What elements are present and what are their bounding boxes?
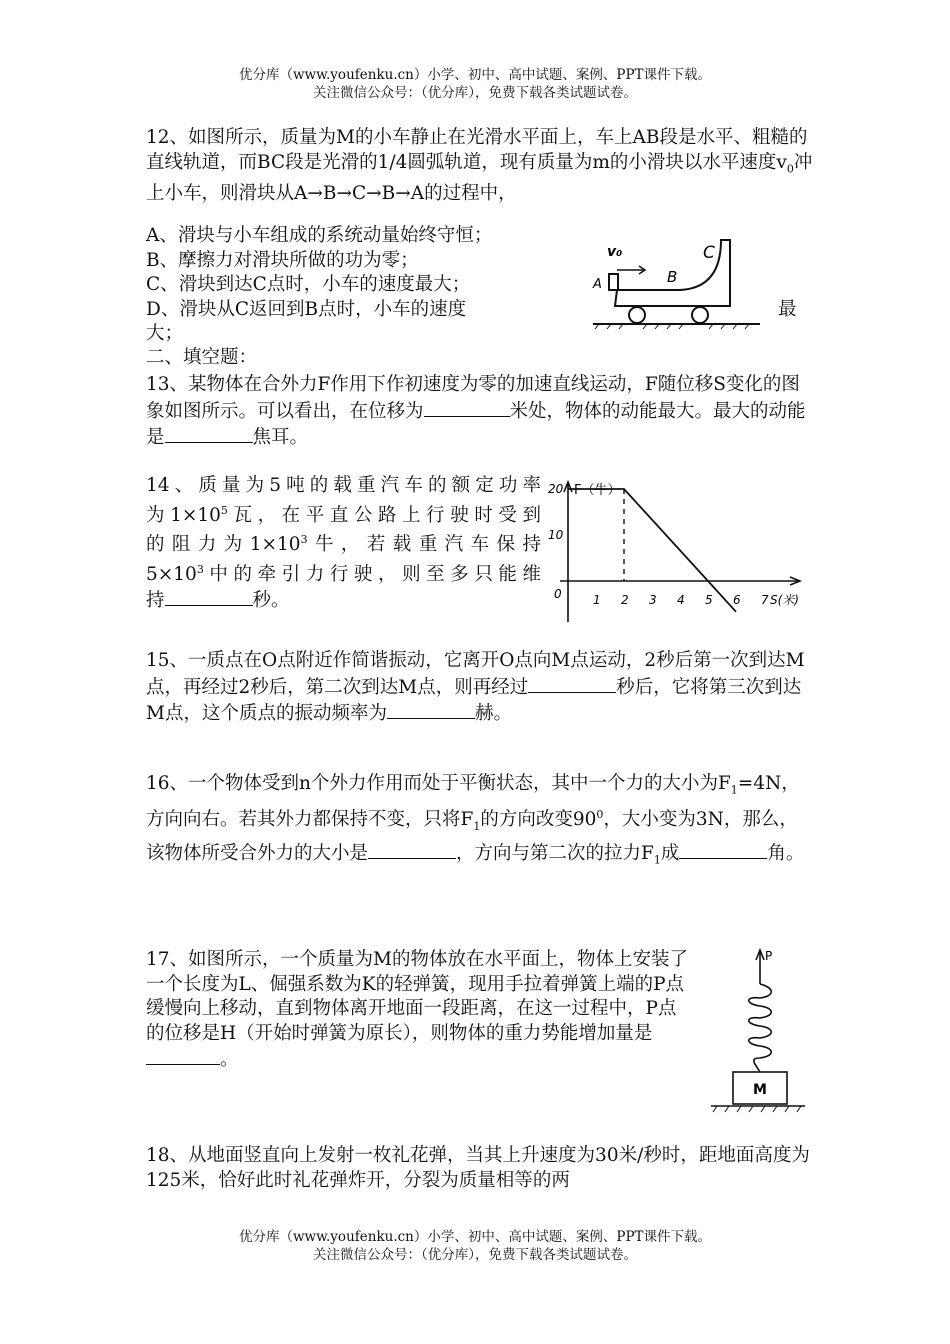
point-p-label: P <box>765 949 773 963</box>
option-d: D、滑块从C返回到B点时，小车的速度 最 <box>146 298 797 320</box>
page-footer <box>0 1228 950 1264</box>
x-tick-label-4: 4 <box>677 593 685 607</box>
cart-figure <box>585 238 765 330</box>
blank <box>368 840 456 859</box>
block-m-label: M <box>753 1082 767 1098</box>
x-tick-label-7: 7 <box>761 593 769 607</box>
blank <box>528 674 550 693</box>
blank <box>146 1046 212 1065</box>
x-tick-label-6: 6 <box>733 593 741 607</box>
option-d-cont: 大； <box>146 323 184 344</box>
spring-figure <box>705 944 810 1116</box>
header-line-2: 关注微信公众号：（优分库），免费下载各类试题试卷。 <box>313 85 637 101</box>
point-b-label: B <box>667 268 678 286</box>
footer-line-2: 关注微信公众号：（优分库），免费下载各类试题试卷。 <box>313 1247 637 1263</box>
option-c: C、滑块到达C点时，小车的速度最大； <box>146 274 471 295</box>
y-tick-label-10: 10 <box>548 528 564 542</box>
x-tick-label-2: 2 <box>621 593 629 607</box>
x-tick-label-5: 5 <box>705 593 713 607</box>
question-12-stem: 12、如图所示，质量为M的小车静止在光滑水平面上，车上AB段是水平、粗糙的直线轨道，而BC段是光滑的1/4圆弧轨道，现有质量为m的小滑块以水平速度$v_0$冲上小车，则滑块从A→B→C→B→A的过程中， <box>146 127 813 204</box>
option-b: B、摩擦力对滑块所做的功为零； <box>146 249 419 271</box>
blank <box>457 700 475 719</box>
footer-line-1: 优分库（www.youfenku.cn）小学、初中、高中试题、案例、PPT课件下载。 <box>238 1229 712 1245</box>
y-axis-label: F（牛） <box>574 483 621 498</box>
blank <box>424 398 510 417</box>
option-a: A、滑块与小车组成的系统动量始终守恒； <box>146 225 493 246</box>
blank <box>165 587 253 606</box>
origin-label: 0 <box>554 587 562 601</box>
blank <box>387 700 457 719</box>
blank <box>165 424 253 443</box>
question-17: 17、如图所示，一个质量为M的物体放在水平面上，物体上安装了一个长度为L、倔强系数为K的轻弹簧，现用手拉着弹簧上端的P点缓慢向上移动，直到物体离开地面一段距离，在这一过程中，P点的位移是H（开始时弹簧为原长），则物体的重力势能增加量是。 <box>146 949 688 1070</box>
question-15: 15、一质点在O点附近作简谐振动，它离开O点向M点运动，2秒后第一次到达M点，再经过2秒后，第二次到达M点，则再经过 秒后，它将第三次到达M点，这个质点的振动频率为 赫。 <box>146 650 805 724</box>
blank <box>212 1046 220 1065</box>
question-18: 18、从地面竖直向上发射一枚礼花弹，当其上升速度为30米/秒时，距地面高度为125米，恰好此时礼花弹炸开，分裂为质量相等的两 <box>146 1145 810 1191</box>
point-a-label: A <box>593 277 602 292</box>
x-tick-label-1: 1 <box>593 593 601 607</box>
y-tick-label-20: 20 <box>548 482 564 496</box>
x-axis-label: S(米) <box>770 593 799 607</box>
section-2-title: 二、填空题： <box>146 347 258 368</box>
question-14: 14、质量为5吨的载重汽车的额定功率 为$1\times 10^5$瓦，在平直公路上行驶时受到 的阻力为$1\times 10^3$牛，若载重汽车保持 $5\times 10^3$中的牵引力行驶，则至多只能维 持 秒。 <box>146 475 541 612</box>
header-line-1: 优分库（www.youfenku.cn）小学、初中、高中试题、案例、PPT课件下载。 <box>238 67 712 83</box>
velocity-label: v₀ <box>607 244 623 260</box>
blank <box>550 674 616 693</box>
question-16: 16、一个物体受到n个外力作用而处于平衡状态，其中一个力的大小为$F_1=4N$，方向向右。若其外力都保持不变，只将$F_1$的方向改变$90^0$，大小变为3N，那么，该物体所受合外力的大小是 ，方向与第二次的拉力$F_1$成 角。 <box>146 773 805 867</box>
question-13: 13、某物体在合外力F作用下作初速度为零的加速直线运动，F随位移S变化的图象如图所示。可以看出，在位移为 米处，物体的动能最大。最大的动能是 焦耳。 <box>146 374 806 448</box>
x-tick-label-3: 3 <box>649 593 657 607</box>
page-header <box>0 66 950 102</box>
force-displacement-chart <box>540 474 810 626</box>
point-c-label: C <box>703 243 715 263</box>
blank <box>679 840 767 859</box>
